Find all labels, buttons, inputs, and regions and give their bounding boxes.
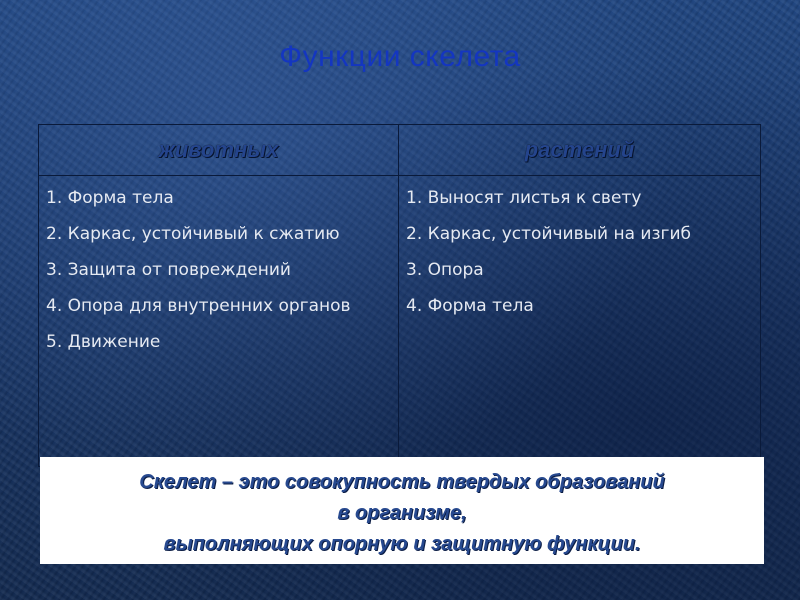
list-item: 3. Защита от повреждений (46, 260, 291, 280)
list-item: 3. Опора (406, 260, 484, 280)
plants-function-list (406, 186, 752, 318)
table-row (39, 176, 761, 467)
list-item: 4. Форма тела (406, 296, 534, 316)
table-header-row (39, 125, 761, 176)
animals-function-list (46, 186, 390, 354)
plants-cell (399, 176, 761, 467)
list-item: 2. Каркас, устойчивый на изгиб (406, 224, 691, 244)
definition-line-2: в организме, (337, 502, 467, 524)
list-item: 2. Каркас, устойчивый к сжатию (46, 224, 340, 244)
header-animals: животных (39, 125, 399, 176)
definition-line-1: Скелет – это совокупность твердых образований (139, 471, 665, 493)
slide-title: Функции скелета (279, 40, 521, 73)
list-item: 4. Опора для внутренних органов (46, 296, 351, 316)
skeleton-functions-table (38, 124, 761, 467)
definition-line-3: выполняющих опорную и защитную функции. (163, 533, 641, 555)
definition-box (40, 457, 764, 564)
animals-cell (39, 176, 399, 467)
list-item: 5. Движение (46, 332, 161, 352)
list-item: 1. Выносят листья к свету (406, 188, 642, 208)
list-item: 1. Форма тела (46, 188, 174, 208)
header-plants: растений (399, 125, 761, 176)
